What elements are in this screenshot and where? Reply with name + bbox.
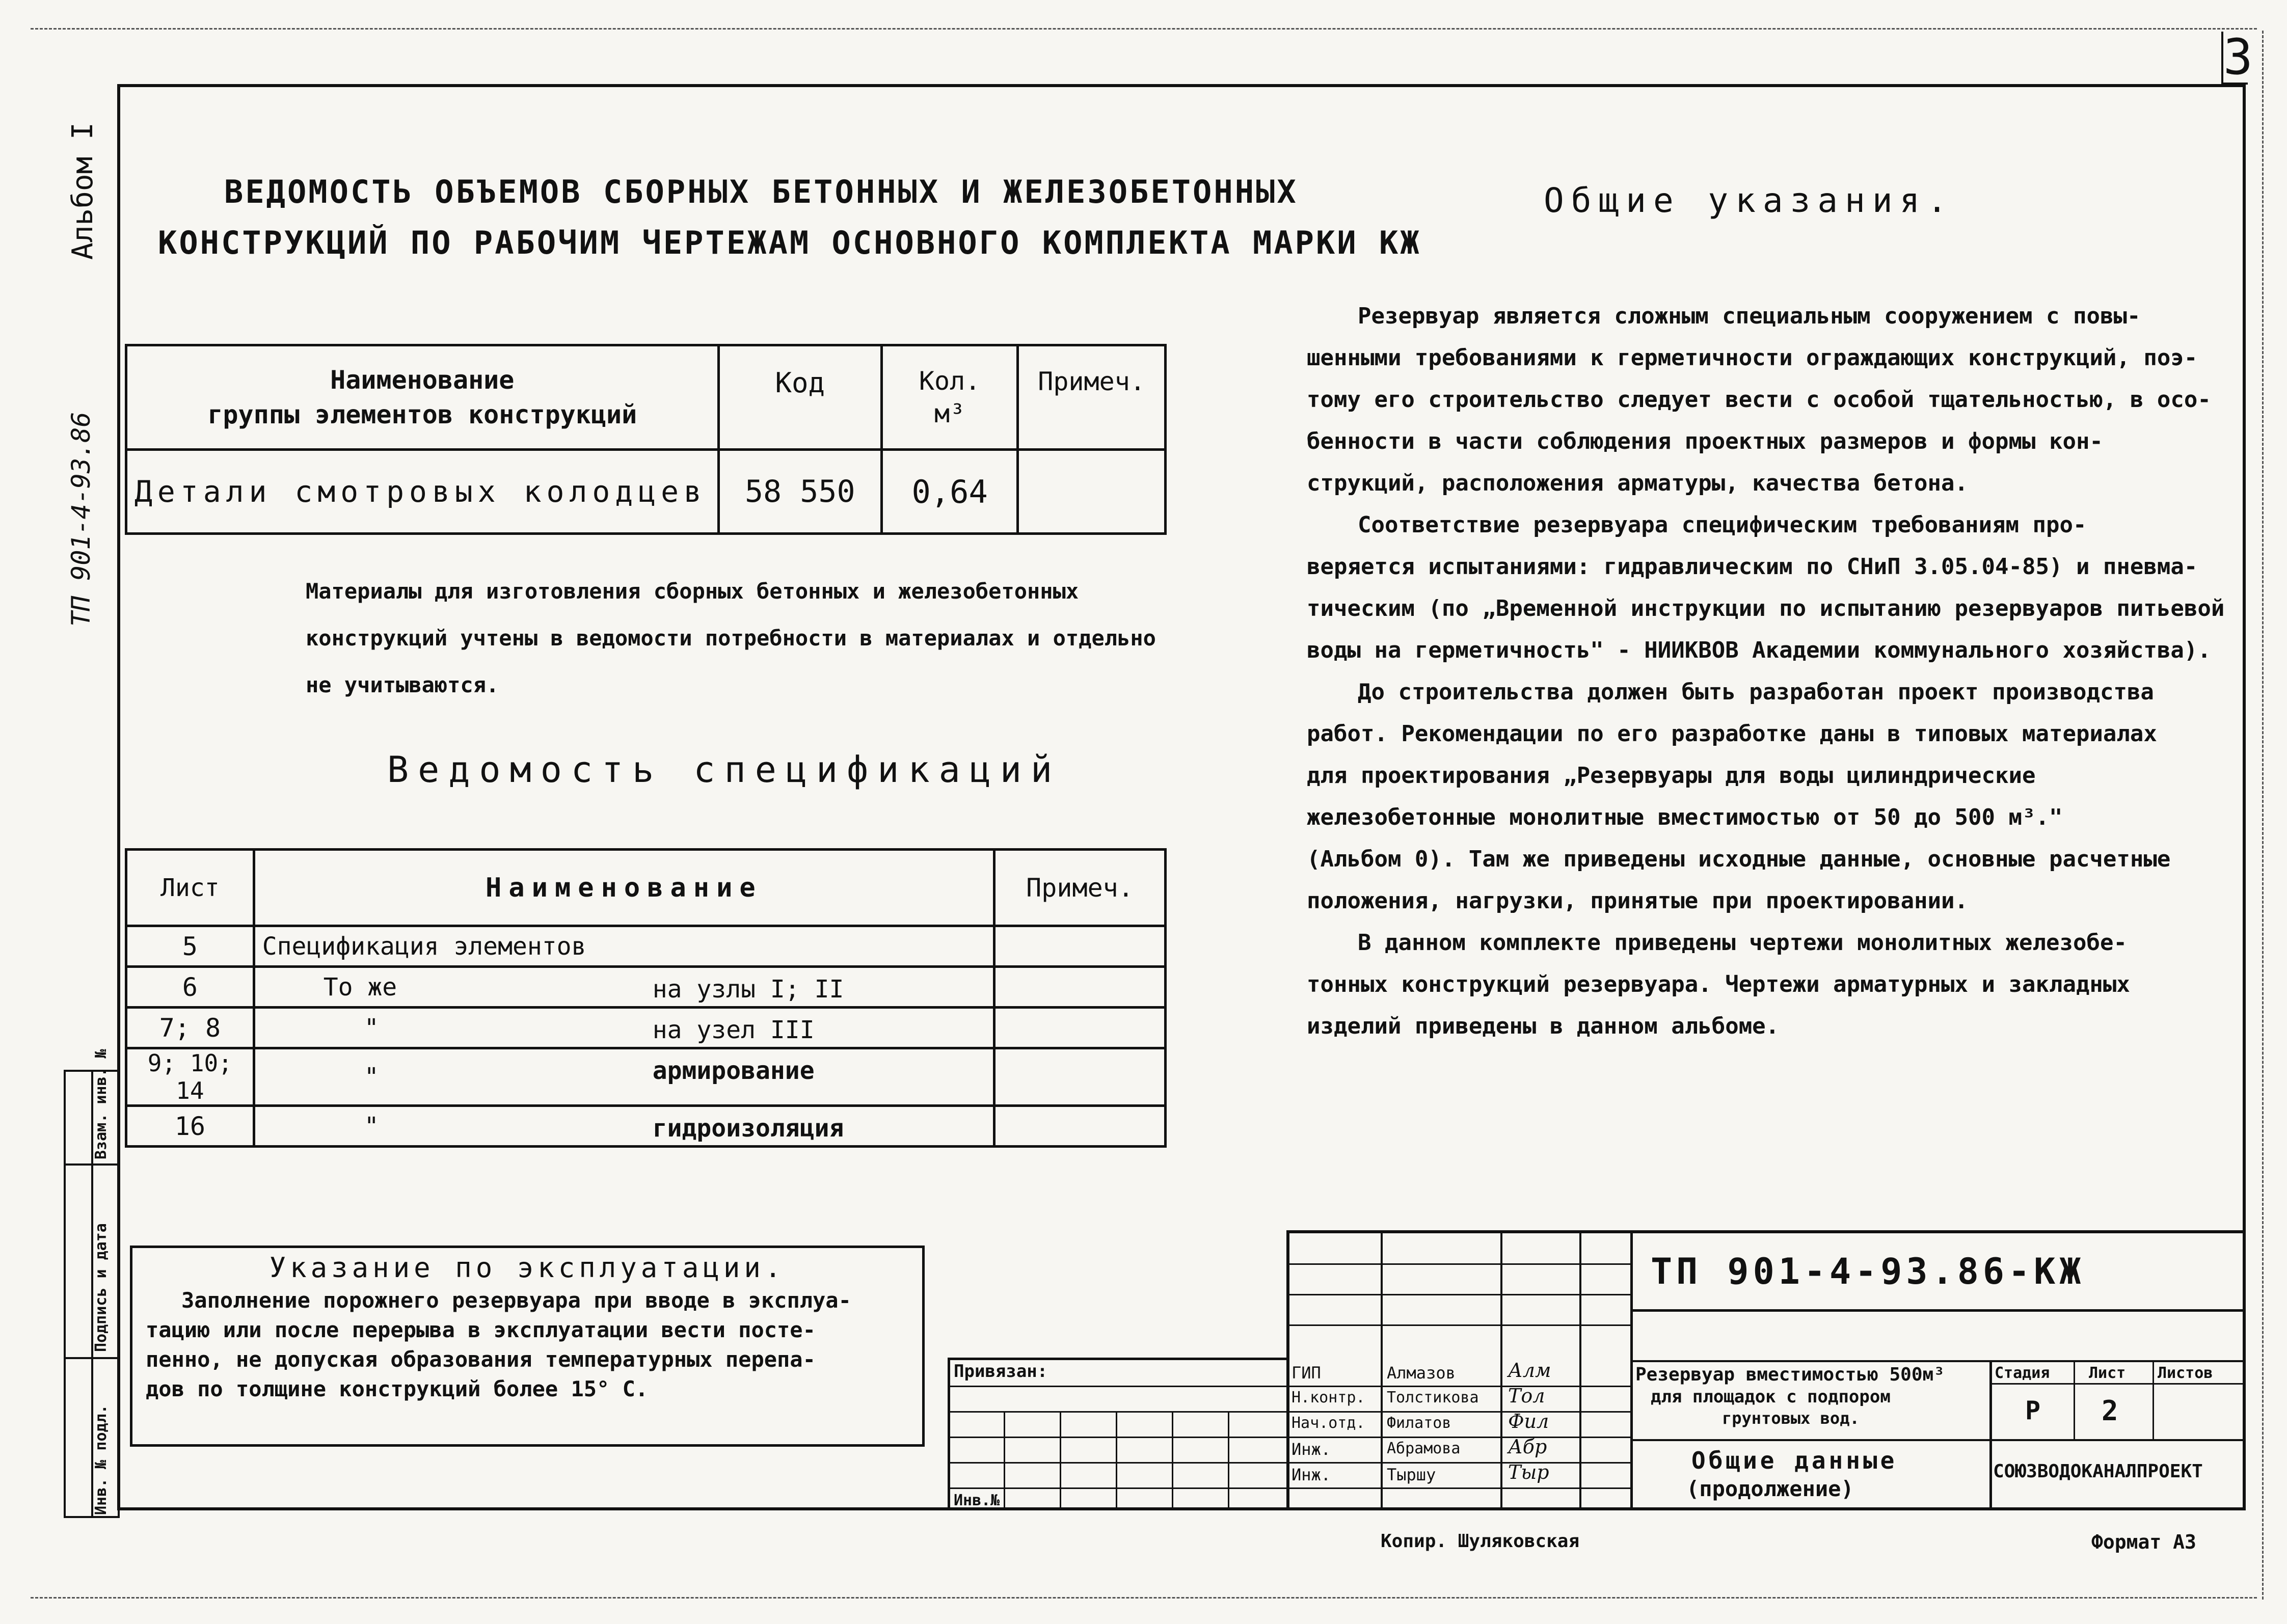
volumes-header-note: Примеч. [1018,345,1166,450]
role-gip: ГИП [1292,1363,1321,1383]
volumes-header-qty: Кол. м³ [882,345,1018,450]
general-line: шенными требованиями к герметичности ограждающих конструкций, поэ- [1307,345,2198,371]
role-nachotd: Нач.отд. [1292,1414,1365,1432]
sign-inzh-2: Тыр [1508,1461,1549,1483]
general-line: (Альбом 0). Там же приведены исходные данные, основные расчетные [1307,846,2171,872]
specs-table [125,848,1167,1148]
specs-row-detail: на узел III [652,1016,815,1044]
operation-line: Заполнение порожнего резервуара при вводе в эксплуа- [181,1288,851,1313]
specs-row-name: Спецификация элементов [262,932,586,961]
stamp-replaced-inv: Взам. инв. № [92,1049,110,1159]
general-line: тому его строительство следует вести с особой тщательностью, в осо- [1307,387,2211,413]
general-line: для проектирования „Резервуары для воды цилиндрические [1307,763,2036,789]
name-inzh-1: Абрамова [1387,1440,1461,1457]
sheets-label: Листов [2158,1364,2213,1382]
general-line: тонных конструкций резервуара. Чертежи арматурных и закладных [1307,971,2130,997]
specs-row-name: " [364,1063,379,1091]
sign-gip: Алм [1508,1359,1551,1382]
general-line: тическим (по „Временной инструкции по испытанию резервуаров питьевой [1307,596,2225,621]
volumes-row-qty: 0,64 [882,450,1018,534]
sign-nachotd: Фил [1508,1410,1549,1432]
operation-line: тацию или после перерыва в эксплуатации вести посте- [146,1317,816,1342]
sheet-title-line2: (продолжение) [1686,1476,1854,1501]
general-line: струкций, расположения арматуры, качества бетона. [1307,470,1969,496]
specs-row-name: " [364,1112,379,1141]
specs-row-note [994,967,1166,1008]
sheet-title-line1: Общие данные [1691,1447,1898,1474]
volumes-title-line2: КОНСТРУКЦИЙ ПО РАБОЧИМ ЧЕРТЕЖАМ ОСНОВНОГО КОМПЛЕКТА МАРКИ КЖ [158,224,1421,261]
sign-ncontr: Тол [1508,1385,1545,1407]
volumes-header-name: Наименование группы элементов конструкций [126,345,719,450]
stage-label: Стадия [1995,1364,2050,1382]
sheet-label: Лист [2089,1364,2126,1382]
volumes-table [125,344,1167,535]
operation-title: Указание по эксплуатации. [269,1252,786,1284]
specs-row-note [994,1106,1166,1147]
bound-label: Привязан: [954,1361,1048,1382]
specs-header-row [126,850,1166,926]
format-label: Формат А3 [2091,1531,2196,1553]
general-line: изделий приведены в данном альбоме. [1307,1013,1780,1039]
sheet-value: 2 [2102,1395,2118,1427]
materials-note: Материалы для изготовления сборных бетонных и железобетонных конструкций учтены в ведомости потребности в материалах и отдельно не учитываются. [306,579,1156,697]
album-label: Альбом I [66,122,99,260]
specs-row-name-cell [254,1048,994,1106]
stage-value: Р [2025,1396,2041,1425]
general-line: работ. Рекомендации по его разработке даны в типовых материалах [1307,721,2157,747]
name-inzh-2: Тыршу [1387,1465,1436,1484]
cut-line-top [31,28,2257,30]
name-ncontr: Толстикова [1387,1389,1479,1406]
doc-code: ТП 901-4-93.86-КЖ [1651,1251,2085,1292]
specs-title: Ведомость спецификаций [387,749,1062,791]
name-nachotd: Филатов [1387,1414,1451,1432]
operation-line: пенно, не допуская образования температурных перепа- [146,1347,816,1372]
specs-header-sheet: Лист [126,850,254,926]
specs-row-detail: армирование [652,1057,815,1085]
specs-row [126,1008,1166,1048]
role-inzh-2: Инж. [1292,1465,1331,1484]
role-ncontr: Н.контр. [1292,1389,1365,1406]
object-line1: Резервуар вместимостью 500м³ [1635,1364,1945,1385]
specs-row-sheet: 16 [126,1106,254,1147]
role-inzh-1: Инж. [1292,1440,1331,1459]
specs-row-name-cell [254,967,994,1008]
volumes-header-code: Код [718,345,882,450]
general-line: До строительства должен быть разработан проект производства [1358,679,2154,705]
volumes-row-note [1018,450,1166,534]
general-line: веряется испытаниями: гидравлическим по СНиП 3.05.04-85) и пневма- [1307,554,2198,580]
general-line: Соответствие резервуара специфическим требованиям про- [1358,512,2087,538]
stamp-sign-date: Подпись и дата [92,1223,110,1352]
specs-row-sheet: 6 [126,967,254,1008]
specs-row-note [994,926,1166,967]
general-line: Резервуар является сложным специальным сооружением с повы- [1358,303,2141,329]
specs-row-sheet: 7; 8 [126,1008,254,1048]
volumes-title-line1: ВЕДОМОСТЬ ОБЪЕМОВ СБОРНЫХ БЕТОННЫХ И ЖЕЛЕЗОБЕТОННЫХ [224,173,1298,210]
volumes-row [126,450,1166,534]
volumes-row-name: Детали смотровых колодцев [126,450,719,534]
specs-header-note: Примеч. [994,850,1166,926]
general-title: Общие указания. [1544,181,1955,220]
specs-row-note [994,1048,1166,1106]
volumes-row-code: 58 550 [718,450,882,534]
volumes-header-row [126,345,1166,450]
specs-row-detail: на узлы I; II [652,975,844,1004]
general-line: воды на герметичность" - НИИКВОВ Академии коммунального хозяйства). [1307,637,2211,663]
sign-inzh-1: Абр [1508,1436,1547,1458]
specs-row [126,1048,1166,1106]
general-line: В данном комплекте приведены чертежи монолитных железобе- [1358,930,2127,956]
cut-line-bottom [31,1597,2257,1599]
object-line2: для площадок с подпором [1651,1387,1891,1407]
left-stamp [64,1049,120,1518]
specs-row-sheet: 9; 10; 14 [126,1048,254,1106]
specs-row-sheet: 5 [126,926,254,967]
general-line: бенности в части соблюдения проектных размеров и формы кон- [1307,428,2103,454]
organization: СОЮЗВОДОКАНАЛПРОЕКТ [1993,1461,2203,1482]
stamp-inv-number: Инв. № подл. [92,1404,110,1515]
specs-row-detail: гидроизоляция [652,1114,844,1143]
specs-row [126,967,1166,1008]
specs-header-name: Наименование [254,850,994,926]
specs-row-name-cell [254,926,994,967]
operation-line: дов по толщине конструкций более 15° С. [146,1376,649,1401]
specs-row [126,1106,1166,1147]
name-gip: Алмазов [1387,1363,1456,1383]
specs-row-name: " [364,1013,379,1042]
copied-by: Копир. Шуляковская [1381,1531,1580,1552]
inv-label: Инв.№ [954,1492,1000,1509]
general-line: железобетонные монолитные вместимостью от 50 до 500 м³." [1307,804,2063,830]
operation-note-box [130,1246,925,1447]
specs-row-name-cell [254,1008,994,1048]
cut-line-right [2262,31,2264,1600]
specs-row-note [994,1008,1166,1048]
specs-row-name: То же [323,972,397,1002]
general-notes [1307,295,2239,1047]
album-code: ТП 901-4-93.86 [66,412,96,627]
general-line: положения, нагрузки, принятые при проектировании. [1307,888,1969,914]
specs-row [126,926,1166,967]
page-number: 3 [2221,32,2248,85]
specs-row-name-cell [254,1106,994,1147]
object-line3: грунтовых вод. [1722,1409,1860,1428]
